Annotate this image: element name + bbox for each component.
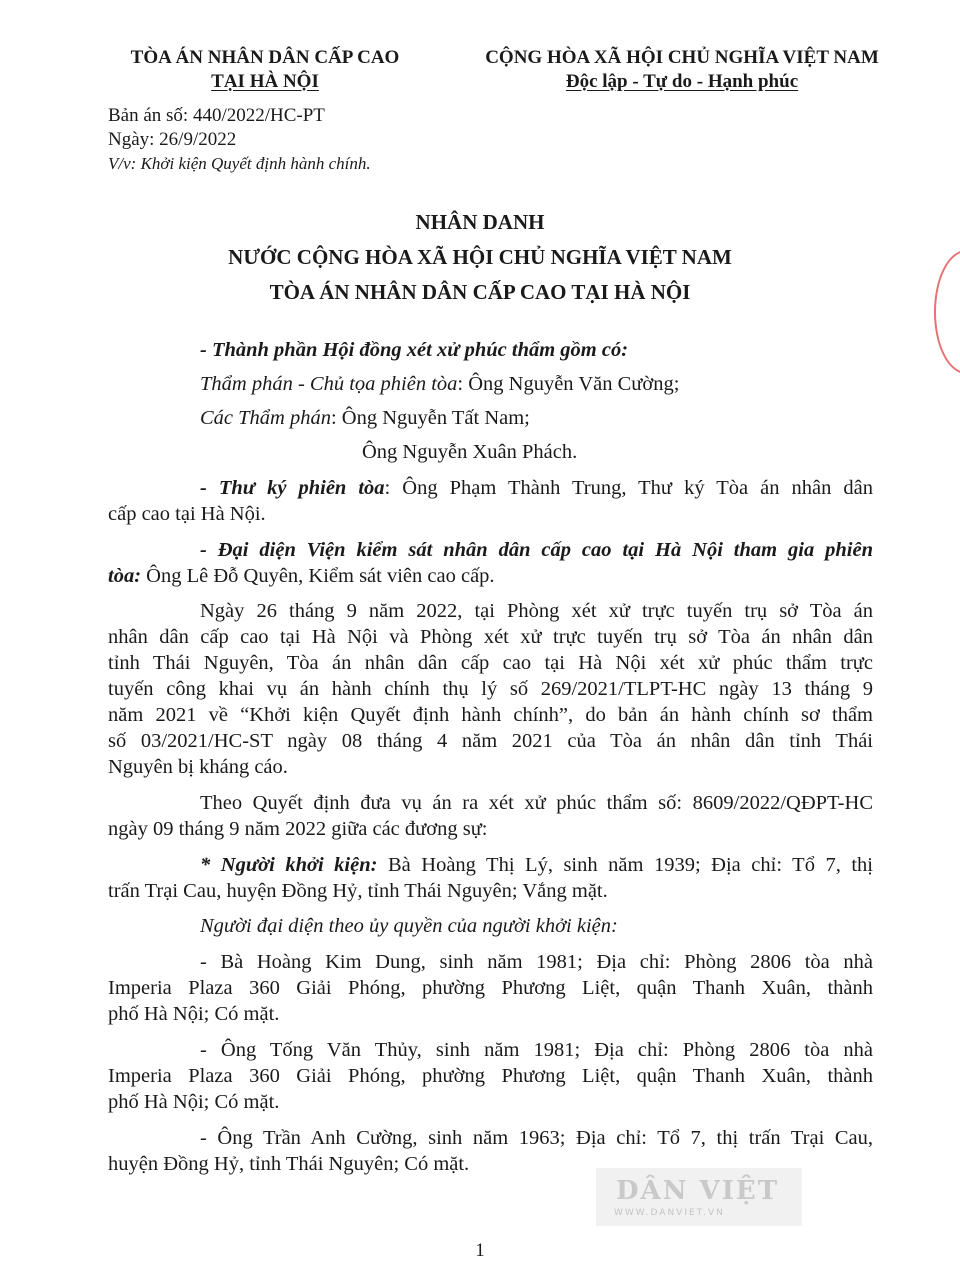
representatives-heading: Người đại diện theo ủy quyền của người khởi kiện: [200, 915, 618, 937]
national-header [462, 46, 902, 94]
representative-line: phố Hà Nội; Có mặt. [108, 1091, 280, 1113]
case-date: Ngày: 26/9/2022 [108, 129, 237, 150]
panel-heading: - Thành phần Hội đồng xét xử phúc thẩm gồm có: [200, 339, 629, 361]
case-subject: V/v: Khởi kiện Quyết định hành chính. [108, 154, 371, 173]
representative-line: Imperia Plaza 360 Giải Phóng, phường Phương Liệt, quận Thanh Xuân, thành [108, 1065, 873, 1087]
procurator-line2: tòa: Ông Lê Đỗ Quyên, Kiểm sát viên cao cấp. [108, 565, 495, 587]
para1-line: tuyến công khai vụ án hành chính thụ lý số 269/2021/TLPT-HC ngày 13 tháng 9 [108, 678, 873, 700]
clerk-line1: - Thư ký phiên tòa: Ông Phạm Thành Trung, Thư ký Tòa án nhân dân [200, 477, 873, 499]
representative-line: - Ông Tống Văn Thủy, sinh năm 1981; Địa chỉ: Phòng 2806 tòa nhà [200, 1039, 873, 1061]
para2-line: ngày 09 tháng 9 năm 2022 giữa các đương sự: [108, 818, 488, 840]
national-motto: Độc lập - Tự do - Hạnh phúc [565, 71, 799, 92]
title-line3: TÒA ÁN NHÂN DÂN CẤP CAO TẠI HÀ NỘI [269, 280, 691, 304]
representative-line: - Ông Trần Anh Cường, sinh năm 1963; Địa chỉ: Tổ 7, thị trấn Trại Cau, [200, 1127, 873, 1149]
para2-line: Theo Quyết định đưa vụ án ra xét xử phúc thẩm số: 8609/2022/QĐPT-HC [200, 792, 873, 814]
case-number: Bản án số: 440/2022/HC-PT [108, 105, 325, 126]
para1-line: nhân dân cấp cao tại Hà Nội và Phòng xét xử trực tuyến trụ sở Tòa án nhân dân [108, 626, 873, 648]
panel-judge-2: Ông Nguyễn Xuân Phách. [362, 441, 578, 463]
clerk-line2: cấp cao tại Hà Nội. [108, 503, 266, 525]
title-line1: NHÂN DANH [415, 210, 545, 234]
nation-name: CỘNG HÒA XÃ HỘI CHỦ NGHĨA VIỆT NAM [485, 47, 879, 68]
title-line2: NƯỚC CỘNG HÒA XÃ HỘI CHỦ NGHĨA VIỆT NAM [228, 245, 732, 269]
judgment-title [0, 205, 960, 310]
watermark-brand: DÂN VIỆT [616, 1176, 780, 1206]
representative-line: Imperia Plaza 360 Giải Phóng, phường Phương Liệt, quận Thanh Xuân, thành [108, 977, 873, 999]
court-name-line2: TẠI HÀ NỘI [211, 71, 319, 92]
page-number: 1 [475, 1240, 485, 1261]
danviet-watermark [596, 1168, 802, 1226]
procurator-label: - Đại diện Viện kiểm sát nhân dân cấp cao tại Hà Nội tham gia phiên [200, 539, 873, 561]
representative-line: - Bà Hoàng Kim Dung, sinh năm 1981; Địa chỉ: Phòng 2806 tòa nhà [200, 951, 873, 973]
para1-line: Ngày 26 tháng 9 năm 2022, tại Phòng xét xử trực tuyến trụ sở Tòa án [200, 600, 873, 622]
court-header [100, 46, 430, 94]
para1-line: tỉnh Thái Nguyên, Tòa án nhân dân cấp cao tại Hà Nội xét xử phúc thẩm trực [108, 652, 873, 674]
plaintiff-line2: trấn Trại Cau, huyện Đồng Hỷ, tỉnh Thái Nguyên; Vắng mặt. [108, 880, 608, 902]
presiding-judge: Thẩm phán - Chủ tọa phiên tòa: Ông Nguyễn Văn Cường; [200, 373, 680, 395]
plaintiff-line1: * Người khởi kiện: Bà Hoàng Thị Lý, sinh năm 1939; Địa chỉ: Tổ 7, thị [200, 854, 873, 876]
para1-line: Nguyên bị kháng cáo. [108, 756, 288, 778]
court-name-line1: TÒA ÁN NHÂN DÂN CẤP CAO [130, 47, 400, 68]
para1-line: số 03/2021/HC-ST ngày 08 tháng 4 năm 2021 của Tòa án nhân dân tỉnh Thái [108, 730, 873, 752]
representative-line: phố Hà Nội; Có mặt. [108, 1003, 280, 1025]
watermark-url: WWW.DANVIET.VN [614, 1208, 725, 1218]
panel-judges: Các Thẩm phán: Ông Nguyễn Tất Nam; [200, 407, 530, 429]
representative-line: huyện Đồng Hỷ, tỉnh Thái Nguyên; Có mặt. [108, 1153, 470, 1175]
para1-line: năm 2021 về “Khởi kiện Quyết định hành chính”, do bản án hành chính sơ thẩm [108, 704, 873, 726]
